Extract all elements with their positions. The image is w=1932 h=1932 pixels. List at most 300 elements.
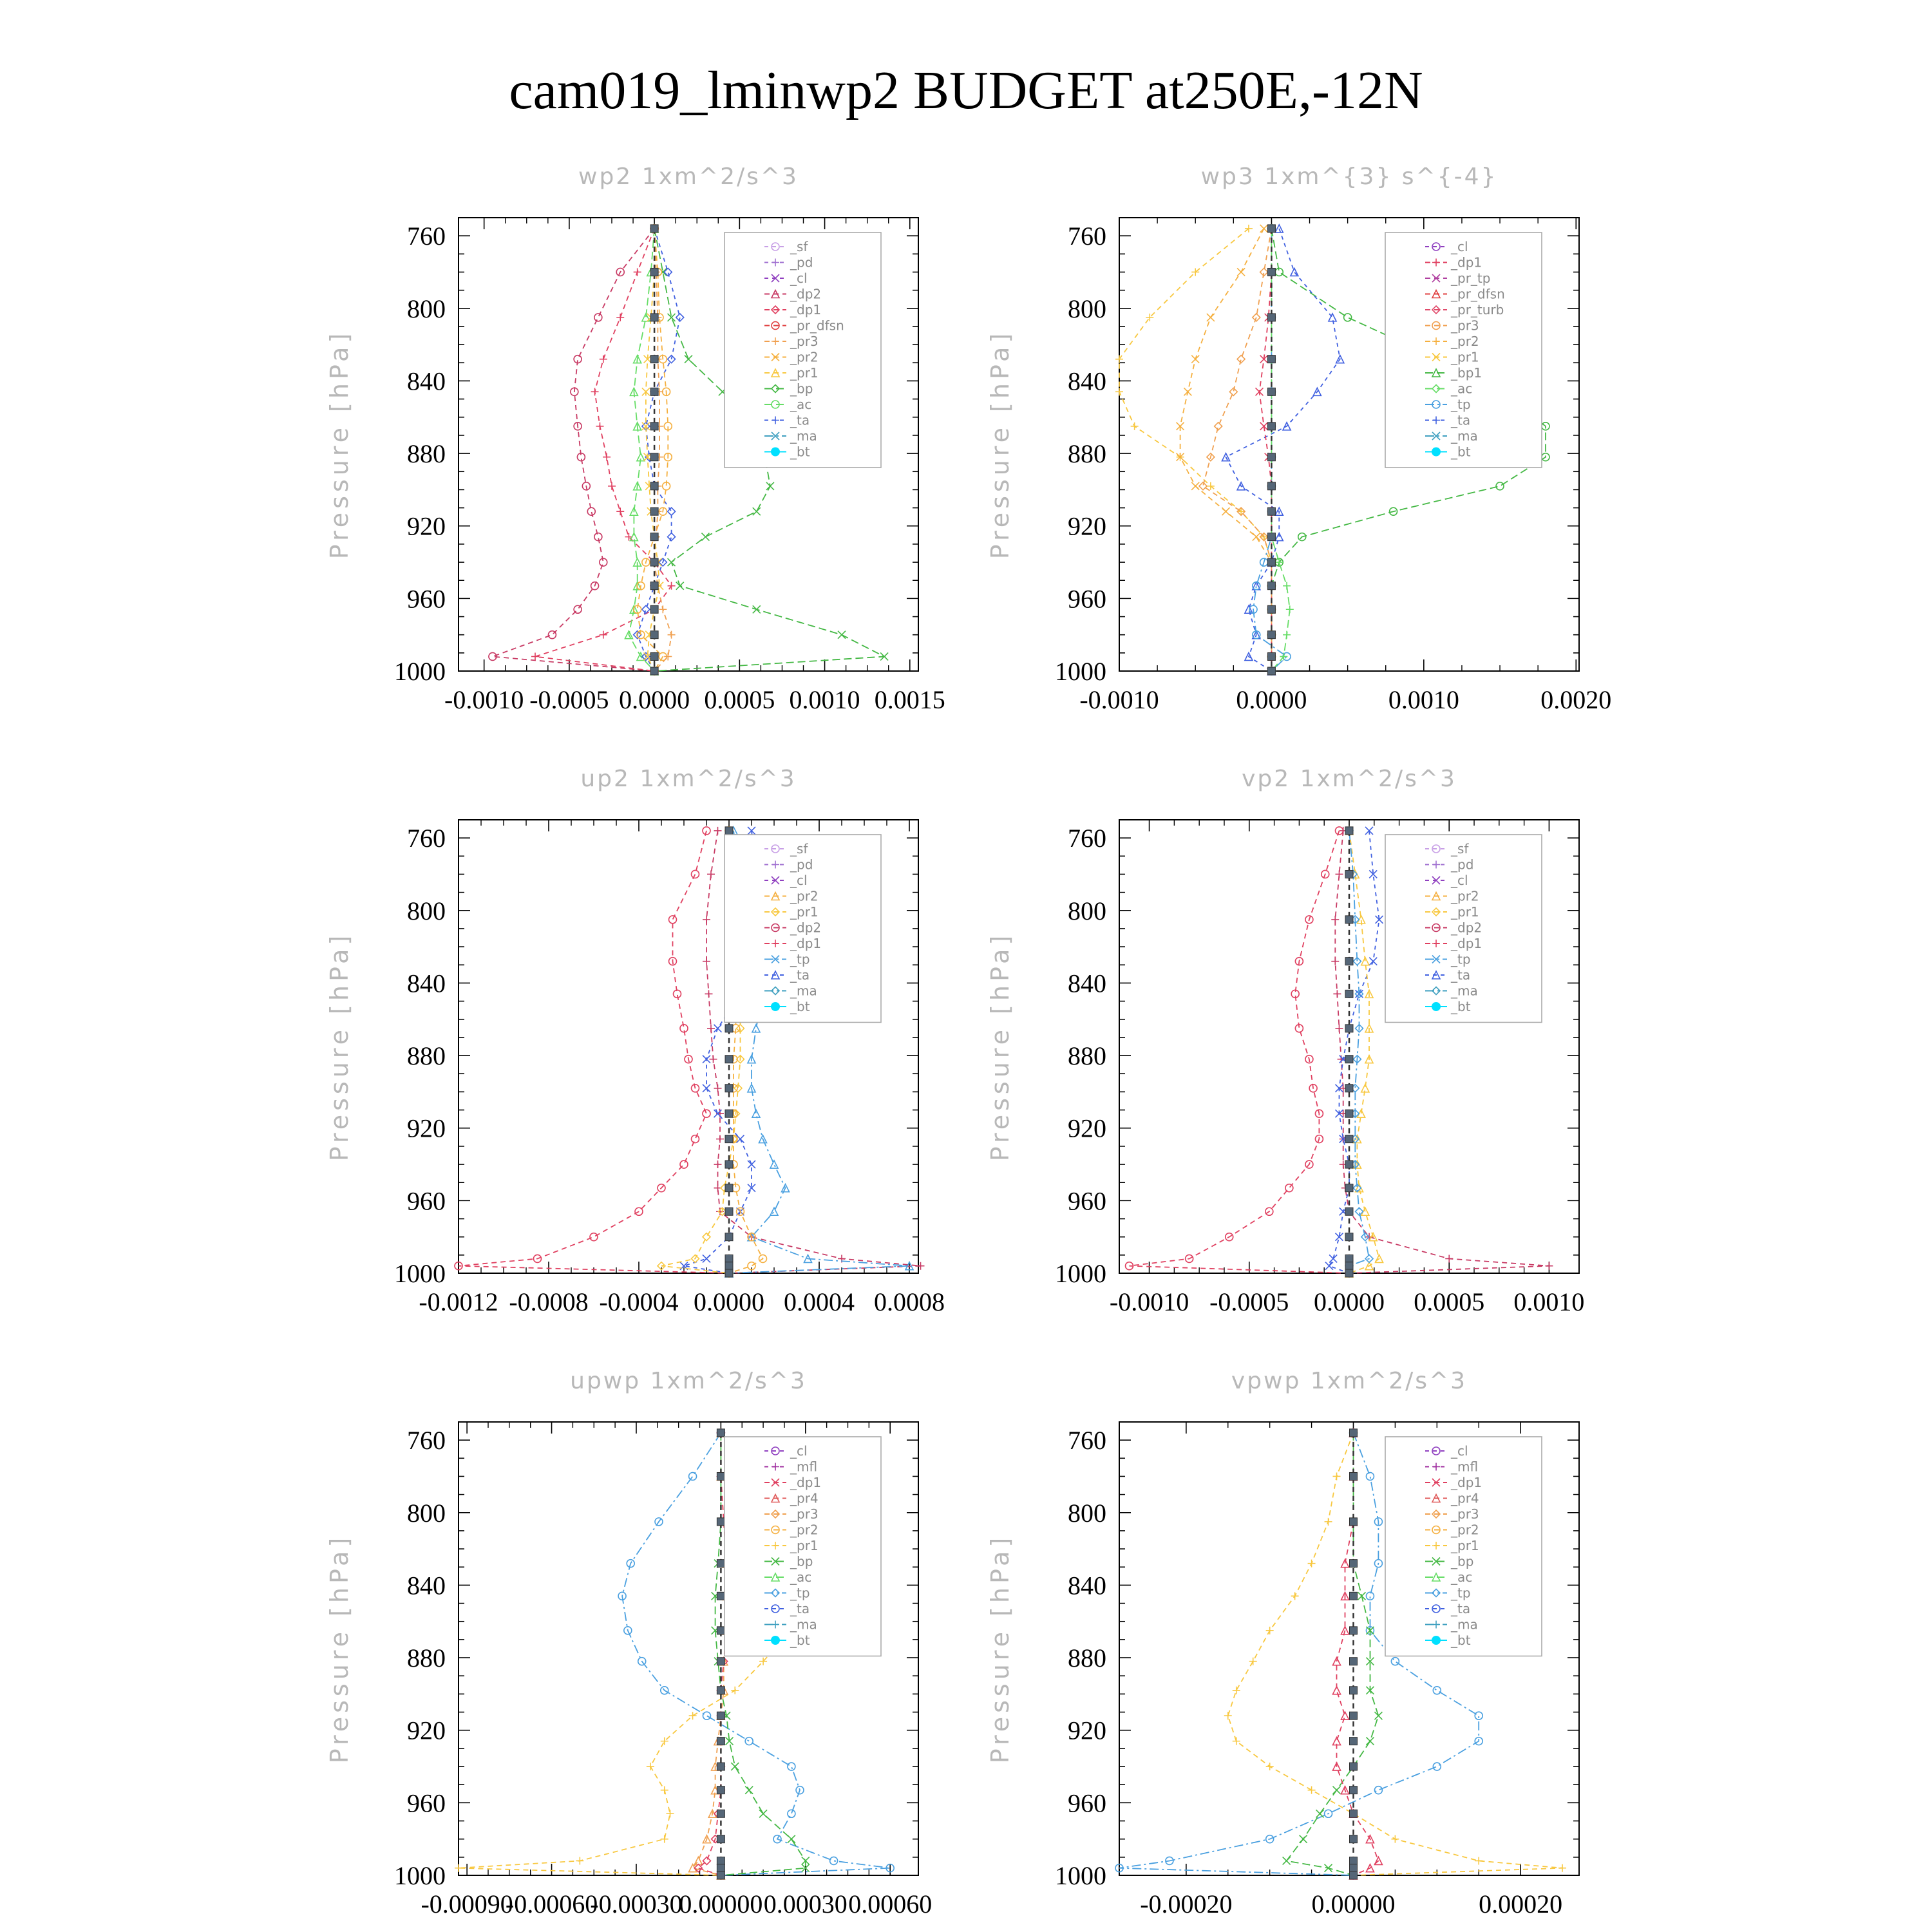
- series-bt-point: [1345, 1056, 1353, 1063]
- series-bt-point: [1345, 1135, 1353, 1143]
- x-tick-label: 0.0000: [694, 1287, 764, 1316]
- series-pr2-point: [1191, 482, 1199, 490]
- series-bp-point: [838, 631, 846, 639]
- series-ta-point: [1245, 605, 1253, 613]
- series-pr1-point: [1115, 388, 1123, 395]
- legend-ma-label: _ma: [1451, 983, 1478, 999]
- series-ta-point: [703, 1255, 710, 1262]
- series-dp2-point: [714, 1084, 722, 1092]
- legend-pd-label: _pd: [790, 254, 813, 270]
- y-tick-label: 960: [1068, 1788, 1106, 1818]
- series-pr1-point: [1308, 1786, 1316, 1794]
- series-bt-point: [1349, 1857, 1357, 1864]
- series-bt-point: [717, 1864, 724, 1872]
- series-bt-point: [1349, 1560, 1357, 1567]
- x-tick-label: 0.0005: [1414, 1287, 1485, 1316]
- y-tick-label: 1000: [394, 1861, 446, 1890]
- series-dp2-point: [594, 314, 602, 321]
- legend-ma-label: _ma: [790, 983, 817, 999]
- legend-pr2-label: _pr2: [1451, 1522, 1479, 1538]
- y-tick-label: 960: [1068, 584, 1106, 614]
- series-dp2-point: [705, 990, 713, 998]
- series-pr1-point: [661, 1786, 668, 1794]
- series-bt-point: [1345, 958, 1353, 965]
- x-tick-label: 0.00060: [848, 1889, 933, 1918]
- series-pr1-point: [1291, 1592, 1299, 1600]
- series-bt-point: [1345, 1233, 1353, 1241]
- series-bt-point: [1349, 1472, 1357, 1480]
- x-tick-label: 0.0004: [784, 1287, 855, 1316]
- legend-ta-label: _ta: [1451, 1601, 1471, 1616]
- series-tp-point: [1366, 1592, 1374, 1600]
- x-tick-label: -0.0012: [419, 1287, 498, 1316]
- x-tick-label: -0.0005: [529, 685, 609, 714]
- x-tick-label: -0.00090: [421, 1889, 513, 1918]
- series-bt-point: [725, 1269, 733, 1277]
- series-bt-point: [717, 1738, 724, 1745]
- panel-title: wp2 1xm^2/s^3: [578, 164, 799, 190]
- y-tick-label: 760: [407, 222, 446, 251]
- series-dp1-point: [531, 652, 539, 660]
- y-tick-label: 800: [1068, 1498, 1106, 1528]
- series-bt-point: [1345, 1269, 1353, 1277]
- y-tick-label: 800: [407, 896, 446, 925]
- series-bt-point: [725, 827, 733, 835]
- panel-vp2: [986, 766, 1584, 1316]
- series-pr3-point: [1253, 314, 1260, 321]
- series-pr1-point: [1558, 1864, 1566, 1872]
- series-pr1-point: [1233, 1687, 1240, 1694]
- legend-pr1-label: _pr1: [1451, 904, 1479, 920]
- y-tick-label: 960: [407, 584, 446, 614]
- y-tick-label: 880: [407, 439, 446, 469]
- series-pr2-point: [1253, 533, 1260, 541]
- series-ta-point: [748, 1160, 755, 1168]
- series-ac-point: [1283, 582, 1291, 590]
- legend-pr2-label: _pr2: [790, 349, 819, 365]
- x-tick-label: 0.0000: [1314, 1287, 1385, 1316]
- legend-tp-label: _tp: [1451, 951, 1471, 967]
- series-bt-point: [717, 1592, 724, 1600]
- series-bt-point: [1349, 1786, 1357, 1794]
- series-pr1-point: [647, 1763, 654, 1770]
- series-bt-point: [1267, 533, 1275, 541]
- y-axis-label: Pressure [hPa]: [325, 931, 354, 1162]
- series-dp1-point: [669, 916, 677, 923]
- series-bt-point: [1267, 388, 1275, 395]
- legend-ma-label: _ma: [790, 1616, 817, 1633]
- legend-pr1-label: _pr1: [790, 1538, 819, 1553]
- series-bt-point: [650, 355, 658, 363]
- series-dp2-point: [710, 1056, 717, 1063]
- x-tick-label: -0.0008: [509, 1287, 589, 1316]
- series-ta-point: [1369, 958, 1377, 965]
- series-pr1-point: [661, 1835, 668, 1843]
- series-tp-line: [1349, 831, 1369, 1273]
- y-tick-label: 920: [1068, 511, 1106, 541]
- legend-ma-label: _ma: [1451, 1616, 1478, 1633]
- legend-pr3-label: _pr3: [790, 1506, 819, 1522]
- series-bt-point: [650, 453, 658, 461]
- series-bp-point: [745, 1786, 753, 1794]
- series-bt-point: [1345, 1262, 1353, 1270]
- series-pr3-point: [1237, 355, 1245, 363]
- series-bt-point: [725, 1025, 733, 1032]
- series-bp-point: [1283, 1857, 1291, 1864]
- series-pr1-point: [1249, 1658, 1257, 1665]
- panel-wp3: [986, 164, 1611, 714]
- panel-vpwp: [986, 1368, 1579, 1918]
- series-pr3-point: [668, 631, 676, 639]
- y-tick-label: 760: [407, 824, 446, 853]
- series-pr1-point: [1325, 1518, 1332, 1526]
- series-bt-point: [650, 225, 658, 232]
- legend-ac-label: _ac: [790, 1569, 812, 1585]
- series-ac-line: [629, 229, 654, 671]
- y-tick-label: 960: [407, 1186, 446, 1216]
- series-pr1-point: [1475, 1857, 1482, 1864]
- series-tp-point: [703, 1712, 710, 1719]
- y-tick-label: 760: [1068, 1426, 1106, 1455]
- panel-title: upwp 1xm^2/s^3: [570, 1368, 807, 1394]
- series-tp-point: [1433, 1687, 1441, 1694]
- series-dp2-point: [587, 507, 595, 515]
- legend-cl-label: _cl: [790, 270, 808, 286]
- series-bt-point: [725, 1056, 733, 1063]
- series-bt-point: [725, 1135, 733, 1143]
- series-tp-point: [1366, 1472, 1374, 1480]
- series-ta-point: [668, 533, 676, 541]
- series-pr3-point: [1229, 388, 1237, 395]
- series-dp1-point: [596, 422, 603, 430]
- legend-dp1-label: _dp1: [1451, 936, 1482, 951]
- legend-bt-label: _bt: [1451, 444, 1471, 460]
- y-axis-label: Pressure [hPa]: [325, 1533, 354, 1764]
- x-tick-label: -0.0010: [444, 685, 524, 714]
- series-dp1-point: [1285, 1184, 1293, 1192]
- series-bp-point: [788, 1835, 795, 1843]
- series-bt-point: [1349, 1810, 1357, 1817]
- panel-wp2: [325, 164, 945, 714]
- series-pr1-line: [1349, 831, 1379, 1273]
- legend-bt-marker: [1432, 448, 1441, 457]
- series-bt-point: [1345, 1255, 1353, 1262]
- x-tick-label: 0.0005: [704, 685, 775, 714]
- series-bt-point: [650, 631, 658, 639]
- series-pr1-point: [455, 1864, 462, 1872]
- y-tick-label: 800: [1068, 294, 1106, 323]
- series-bp-point: [731, 1763, 739, 1770]
- series-bp-point: [753, 507, 761, 515]
- legend-pr4-label: _pr4: [790, 1490, 819, 1506]
- legend-pd-label: _pd: [1451, 857, 1474, 873]
- series-tp-point: [689, 1472, 697, 1480]
- x-tick-label: 0.00030: [763, 1889, 848, 1918]
- series-pr2-point: [1222, 507, 1229, 515]
- legend-mfl-label: _mfl: [790, 1459, 818, 1475]
- series-dp2-point: [1335, 870, 1343, 878]
- y-tick-label: 760: [1068, 222, 1106, 251]
- series-ta-point: [703, 1084, 710, 1092]
- series-bp-point: [1316, 1810, 1324, 1817]
- series-pr1-point: [1224, 1712, 1232, 1719]
- y-tick-label: 880: [407, 1643, 446, 1673]
- series-bt-point: [1267, 314, 1275, 321]
- series-bt-point: [725, 1110, 733, 1117]
- y-tick-label: 880: [1068, 1041, 1106, 1071]
- series-bp-point: [668, 558, 676, 566]
- series-dp2-point: [548, 631, 556, 639]
- series-bt-point: [1267, 453, 1275, 461]
- series-bt-point: [1267, 268, 1275, 276]
- series-dp1-point: [600, 355, 607, 363]
- legend-pr3-label: _pr3: [790, 334, 819, 349]
- series-pr2-point: [1237, 268, 1245, 276]
- series-dp1-point: [668, 582, 676, 590]
- series-bp-point: [1366, 1738, 1374, 1745]
- series-bp1-point: [1496, 482, 1504, 490]
- x-tick-label: 0.0015: [874, 685, 945, 714]
- series-pr1-point: [731, 1687, 739, 1694]
- series-bp-point: [1333, 1786, 1341, 1794]
- series-bt-point: [1349, 1658, 1357, 1665]
- legend-pr2-label: _pr2: [790, 1522, 819, 1538]
- series-bt-point: [1267, 507, 1275, 515]
- y-axis-label: Pressure [hPa]: [986, 329, 1014, 560]
- y-tick-label: 1000: [1055, 1259, 1106, 1288]
- y-tick-label: 1000: [394, 1259, 446, 1288]
- series-pr1-point: [703, 1233, 710, 1241]
- series-bt-point: [717, 1763, 724, 1770]
- series-dp1-point: [703, 827, 710, 835]
- legend-bp-label: _bp: [790, 381, 813, 397]
- legend-pr3-label: _pr3: [1451, 1506, 1479, 1522]
- series-dp1-point: [680, 1160, 688, 1168]
- series-bt-point: [717, 1835, 724, 1843]
- legend-dp1-label: _dp1: [1451, 254, 1482, 270]
- series-bp-point: [753, 605, 761, 613]
- series-bp-point: [759, 1810, 767, 1817]
- series-bt-point: [650, 388, 658, 395]
- series-bt-point: [1345, 1025, 1353, 1032]
- series-bt-point: [1345, 1208, 1353, 1215]
- legend-dp1-label: _dp1: [790, 936, 822, 951]
- series-dp2-point: [1335, 1025, 1343, 1032]
- series-bt-point: [725, 1184, 733, 1192]
- series-tp-point: [1433, 1763, 1441, 1770]
- series-pr1-point: [1131, 422, 1139, 430]
- series-pr3-line: [1203, 229, 1271, 671]
- series-bt-point: [1349, 1687, 1357, 1694]
- series-bp-point: [685, 355, 692, 363]
- legend-dp2-label: _dp2: [790, 920, 822, 936]
- legend-cl-label: _cl: [790, 1443, 808, 1459]
- series-bt-point: [717, 1429, 724, 1437]
- legend-tp-label: _tp: [790, 951, 810, 967]
- series-bt-point: [650, 314, 658, 321]
- y-axis-label: Pressure [hPa]: [986, 1533, 1014, 1764]
- series-bt-point: [725, 1208, 733, 1215]
- y-tick-label: 1000: [1055, 657, 1106, 686]
- series-ta-point: [703, 1056, 710, 1063]
- legend-pr2-label: _pr2: [1451, 334, 1479, 349]
- series-bt-point: [717, 1712, 724, 1719]
- series-bt-point: [1267, 355, 1275, 363]
- legend-ma-label: _ma: [1451, 428, 1478, 444]
- series-tp-point: [745, 1738, 753, 1745]
- series-dp1-point: [608, 482, 616, 490]
- x-tick-label: -0.0010: [1109, 1287, 1189, 1316]
- x-tick-label: -0.0010: [1079, 685, 1159, 714]
- panel-title: up2 1xm^2/s^3: [580, 766, 797, 792]
- panel-upwp: [325, 1368, 932, 1918]
- x-tick-label: 0.0008: [874, 1287, 945, 1316]
- x-tick-label: -0.00060: [505, 1889, 598, 1918]
- legend-sf-label: _sf: [790, 841, 808, 857]
- series-bt-point: [650, 507, 658, 515]
- legend-pr-dfsn-label: _pr_dfsn: [1451, 286, 1505, 302]
- series-dp2-point: [703, 958, 710, 965]
- y-tick-label: 920: [1068, 1113, 1106, 1143]
- y-tick-label: 840: [407, 1571, 446, 1600]
- series-pr1-point: [667, 1810, 674, 1817]
- series-bt-point: [717, 1472, 724, 1480]
- series-bt-point: [1345, 1084, 1353, 1092]
- y-tick-label: 760: [407, 1426, 446, 1455]
- series-bt-point: [1345, 827, 1353, 835]
- series-bt-point: [650, 558, 658, 566]
- series-dp1-point: [590, 1233, 598, 1241]
- legend-pr1-label: _pr1: [1451, 349, 1479, 365]
- y-tick-label: 760: [1068, 824, 1106, 853]
- series-pr3-line: [654, 229, 672, 671]
- legend-ma-label: _ma: [790, 428, 817, 444]
- series-tp-point: [1253, 582, 1260, 590]
- series-pr3-point: [1199, 482, 1207, 490]
- legend-tp-label: _tp: [1451, 1585, 1471, 1601]
- series-dp1-point: [591, 388, 599, 395]
- legend-ta-label: _ta: [790, 967, 810, 983]
- series-pr2-line: [1180, 229, 1272, 671]
- y-tick-label: 960: [407, 1788, 446, 1818]
- legend-cl-label: _cl: [1451, 1443, 1468, 1459]
- series-dp2-line: [493, 229, 654, 671]
- series-dp1-line: [459, 831, 729, 1273]
- x-tick-label: -0.00030: [590, 1889, 683, 1918]
- y-axis-label: Pressure [hPa]: [986, 931, 1014, 1162]
- series-tp-point: [770, 1160, 778, 1168]
- series-bt-point: [1267, 558, 1275, 566]
- x-tick-label: 0.0000: [1236, 685, 1307, 714]
- series-bt-point: [1349, 1864, 1357, 1872]
- x-tick-label: 0.0000: [619, 685, 690, 714]
- series-dp2-point: [714, 827, 722, 835]
- series-bp-point: [1358, 1592, 1365, 1600]
- series-dp1-point: [634, 268, 641, 276]
- series-dp2-point: [574, 605, 582, 613]
- y-tick-label: 920: [407, 1113, 446, 1143]
- series-pr1-point: [576, 1857, 583, 1864]
- series-tp-point: [1391, 1658, 1399, 1665]
- series-bt-point: [650, 667, 658, 675]
- series-ta-point: [714, 1025, 722, 1032]
- series-dp1-line: [1260, 229, 1272, 671]
- legend-ta-label: _ta: [790, 1601, 810, 1616]
- series-bt-point: [725, 1262, 733, 1270]
- series-bp1-point: [1344, 314, 1352, 321]
- legend-cl-label: _cl: [790, 873, 808, 888]
- x-tick-label: 0.0010: [1513, 1287, 1585, 1316]
- series-pr1-point: [1266, 1627, 1274, 1634]
- figure-title: cam019_lminwp2 BUDGET at250E,-12N: [509, 61, 1423, 120]
- series-dp1-point: [692, 870, 699, 878]
- series-ta-point: [1329, 1255, 1337, 1262]
- legend-bt-marker: [771, 1002, 780, 1011]
- series-tp-point: [788, 1810, 795, 1817]
- series-bt-point: [1267, 652, 1275, 660]
- series-ac-line: [1271, 229, 1289, 671]
- legend-ta-label: _ta: [790, 412, 810, 428]
- panel-title: vpwp 1xm^2/s^3: [1231, 1368, 1468, 1394]
- legend-bp-label: _bp: [1451, 1553, 1474, 1569]
- series-tp-point: [788, 1763, 795, 1770]
- series-dp2-point: [1545, 1262, 1553, 1270]
- series-pr1-point: [1391, 1835, 1399, 1843]
- legend-ta-label: _ta: [1451, 967, 1471, 983]
- series-pr2-point: [1207, 314, 1215, 321]
- series-dp1-point: [603, 453, 611, 461]
- series-bt-point: [1345, 916, 1353, 923]
- series-bp-point: [1374, 1712, 1382, 1719]
- series-bt-point: [1267, 667, 1275, 675]
- series-bt-point: [725, 1233, 733, 1241]
- series-bt-point: [717, 1518, 724, 1526]
- x-tick-label: -0.0004: [599, 1287, 679, 1316]
- legend-ac-label: _ac: [1451, 1569, 1473, 1585]
- series-pr2-point: [1191, 355, 1199, 363]
- legend-sf-label: _sf: [790, 239, 808, 254]
- legend-pr1-label: _pr1: [790, 365, 819, 381]
- series-bt-point: [1267, 582, 1275, 590]
- x-tick-label: 0.00000: [1311, 1889, 1396, 1918]
- series-bt-point: [1349, 1518, 1357, 1526]
- series-bt-point: [650, 582, 658, 590]
- legend-pr-tp-label: _pr_tp: [1451, 270, 1491, 286]
- legend-pr1-label: _pr1: [790, 904, 819, 920]
- legend-pr3-label: _pr3: [1451, 317, 1479, 334]
- y-tick-label: 800: [407, 294, 446, 323]
- series-bt-point: [717, 1810, 724, 1817]
- x-tick-label: 0.0010: [1388, 685, 1459, 714]
- series-bt-point: [1267, 605, 1275, 613]
- series-dp1-point: [703, 1110, 710, 1117]
- legend-sf-label: _sf: [1451, 841, 1469, 857]
- series-pr2-point: [1260, 225, 1268, 232]
- legend-bt-label: _bt: [790, 999, 810, 1014]
- y-tick-label: 880: [1068, 439, 1106, 469]
- series-dp2-point: [1333, 990, 1341, 998]
- y-tick-label: 920: [407, 511, 446, 541]
- panel-title: vp2 1xm^2/s^3: [1242, 766, 1457, 792]
- series-pr3-point: [1215, 422, 1222, 430]
- series-dp2-point: [1331, 916, 1339, 923]
- legend-dp2-label: _dp2: [790, 286, 822, 302]
- series-tp-point: [1374, 1786, 1382, 1794]
- series-bp-point: [676, 582, 684, 590]
- legend-bt-marker: [1432, 1002, 1441, 1011]
- series-pr2-point: [1184, 388, 1191, 395]
- legend-mfl-label: _mfl: [1451, 1459, 1479, 1475]
